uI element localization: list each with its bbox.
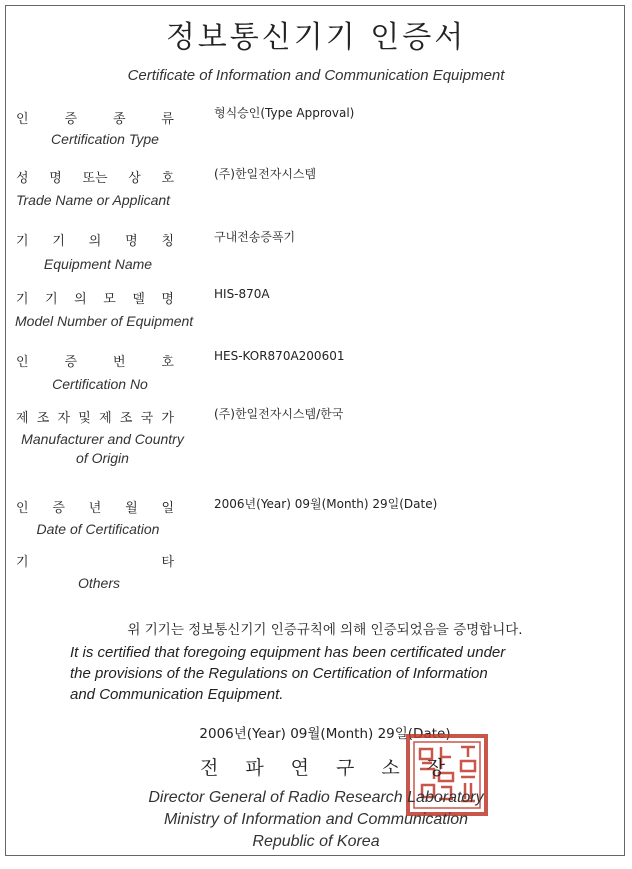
certificate-title-ko: 정보통신기기 인증서 xyxy=(165,20,467,55)
label-char: 증 xyxy=(64,355,78,370)
field-label-en-model-number: Model Number of Equipment xyxy=(15,313,194,329)
field-label-ko-trade-name xyxy=(16,167,174,186)
label-char: 명 xyxy=(49,171,62,186)
label-char: 칭 xyxy=(161,234,174,249)
label-char: 종 xyxy=(112,112,126,127)
label-char: 제 xyxy=(16,411,29,426)
certification-statement-ko: 위 기기는 정보통신기기 인증규칙에 의해 인증되었음을 증명합니다. xyxy=(127,622,523,638)
field-label-ko-others xyxy=(16,551,174,570)
label-char: 의 xyxy=(88,234,102,249)
field-value-equipment-name: 구내전송증폭기 xyxy=(214,230,296,244)
label-char: 호 xyxy=(161,171,174,186)
label-char: 의 xyxy=(74,292,87,307)
label-char: 호 xyxy=(161,355,174,370)
label-char: 조 xyxy=(36,411,50,426)
issuer-line-country: Republic of Korea xyxy=(252,833,380,850)
label-char: 명 xyxy=(125,234,138,249)
label-char: 기 xyxy=(16,292,29,307)
label-char: 타 xyxy=(161,555,174,570)
label-char: 번 xyxy=(112,355,126,370)
field-value-certification-no: HES-KOR870A200601 xyxy=(214,349,345,363)
statement-line: the provisions of the Regulations on Certification of Information xyxy=(70,665,488,682)
field-label-en-date-of-certification: Date of Certification xyxy=(36,521,160,537)
field-label-en-others: Others xyxy=(77,575,120,591)
issuer-char: 전 xyxy=(200,757,219,779)
field-value-certification-type: 형식승인(Type Approval) xyxy=(214,106,355,120)
field-label-en-trade-name: Trade Name or Applicant xyxy=(16,192,171,208)
issuer-char: 구 xyxy=(335,757,355,779)
field-label-ko-equipment-name xyxy=(16,230,174,249)
issuer-char: 연 xyxy=(290,757,310,779)
label-char: 상 xyxy=(128,171,141,186)
label-char: 인 xyxy=(16,501,29,516)
label-char: 모 xyxy=(103,292,116,307)
label-char: 기 xyxy=(16,234,29,249)
field-label-ko-certification-no xyxy=(16,351,174,370)
label-char: 제 xyxy=(99,411,112,426)
field-value-model-number: HIS-870A xyxy=(214,287,270,301)
label-char: 인 xyxy=(16,355,29,370)
certificate-title-en: Certificate of Information and Communication Equipment xyxy=(127,67,505,84)
issuer-line-director: Director General of Radio Research Laboratory xyxy=(148,789,484,806)
label-char: 기 xyxy=(52,234,65,249)
label-char: 년 xyxy=(88,501,102,516)
label-char: 성 xyxy=(16,171,29,186)
issuer-title-ko xyxy=(200,753,445,780)
label-char: 가 xyxy=(161,411,174,426)
field-value-date-of-certification: 2006년(Year) 09월(Month) 29일(Date) xyxy=(214,497,438,511)
field-label-en-equipment-name: Equipment Name xyxy=(43,256,153,272)
field-label-ko-manufacturer xyxy=(16,407,174,426)
label-char: 류 xyxy=(161,112,174,127)
label-char: 인 xyxy=(16,112,29,127)
label-char: 증 xyxy=(64,112,78,127)
label-char: 기 xyxy=(16,555,29,570)
field-label-ko-certification-type xyxy=(16,108,174,127)
issuer-char: 장 xyxy=(426,757,445,779)
statement-line: It is certified that foregoing equipment has been certificated under xyxy=(70,644,506,661)
label-line: Manufacturer and Country xyxy=(21,431,184,447)
field-label-en-manufacturer xyxy=(0,430,205,468)
label-char: 델 xyxy=(132,292,145,307)
field-label-ko-date-of-certification xyxy=(16,497,174,516)
label-char: 기 xyxy=(45,292,58,307)
field-label-ko-model-number xyxy=(16,288,174,307)
label-char: 및 xyxy=(78,411,91,426)
field-value-manufacturer: (주)한일전자시스템/한국 xyxy=(214,407,344,421)
label-char: 또는 xyxy=(82,171,108,186)
label-char: 월 xyxy=(125,501,138,516)
field-label-en-certification-type: Certification Type xyxy=(51,131,159,147)
certification-statement-en xyxy=(70,642,570,705)
label-char: 증 xyxy=(52,501,65,516)
label-char: 명 xyxy=(161,292,174,307)
field-label-en-certification-no: Certification No xyxy=(52,376,148,392)
issuer-char: 소 xyxy=(381,757,400,779)
issuer-line-ministry: Ministry of Information and Communication xyxy=(163,811,469,828)
issuer-char: 파 xyxy=(245,757,264,779)
statement-line: and Communication Equipment. xyxy=(70,686,284,703)
label-char: 일 xyxy=(161,501,174,516)
signature-date: 2006년(Year) 09월(Month) 29일(Date) xyxy=(199,726,451,742)
label-char: 국 xyxy=(140,411,154,426)
field-value-trade-name: (주)한일전자시스템 xyxy=(214,167,317,181)
label-char: 자 xyxy=(57,411,71,426)
label-line: of Origin xyxy=(76,450,129,466)
label-char: 조 xyxy=(119,411,133,426)
